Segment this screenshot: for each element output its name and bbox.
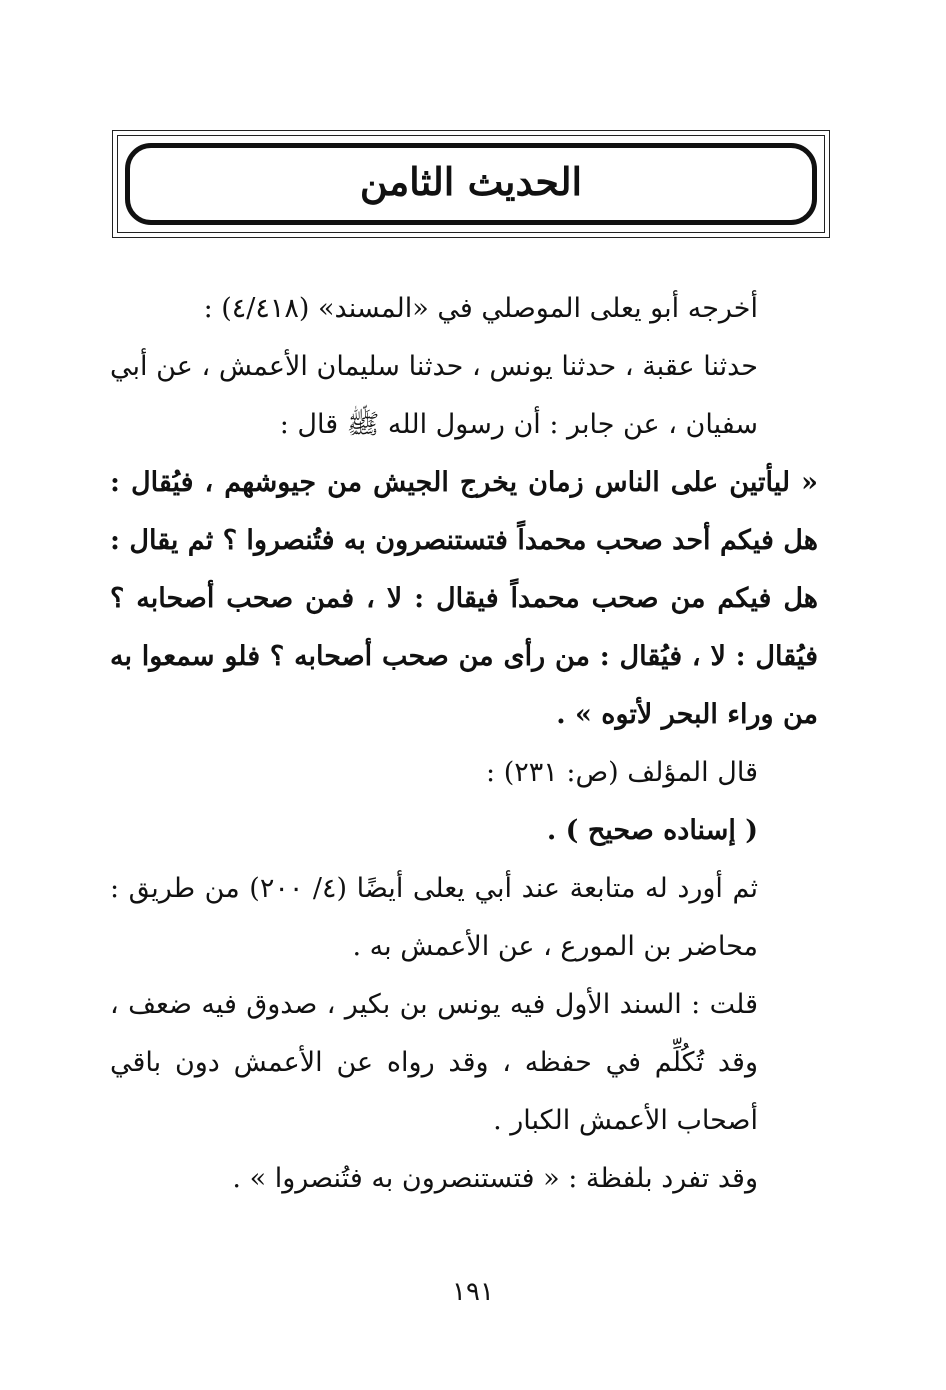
body-text: [110, 280, 818, 1208]
paragraph-isnad: حدثنا عقبة ، حدثنا يونس ، حدثنا سليمان الأعمش ، عن أبي سفيان ، عن جابر : أن رسول الله ﷺ قال :: [110, 351, 758, 440]
paragraph-source: أخرجه أبو يعلى الموصلي في «المسند» (٤/٤١٨) :: [203, 293, 758, 324]
paragraph-critique: قلت : السند الأول فيه يونس بن بكير ، صدوق فيه ضعف ، وقد تُكُلِّم في حفظه ، وقد رواه عن الأعمش دون باقي أصحاب الأعمش الكبار .: [110, 989, 758, 1136]
paragraph-hadith-text: « ليأتين على الناس زمان يخرج الجيش من جيوشهم ، فيُقال : هل فيكم أحد صحب محمداً فتستنصرون به فتُنصروا ؟ ثم يقال : هل فيكم من صحب محمداً فيقال : لا ، فمن صحب أصحابه ؟ فيُقال : لا ، فيُقال : من رأى من صحب أصحابه ؟ فلو سمعوا به من وراء البحر لأتوه » .: [110, 467, 818, 730]
title-box: [125, 143, 817, 225]
chapter-title: الحديث الثامن: [359, 159, 583, 204]
page-number: ١٩١: [452, 1277, 494, 1307]
title-frame: [112, 130, 830, 238]
paragraph-grading: ( إسناده صحيح ) .: [546, 815, 758, 846]
paragraph-mutabaa: ثم أورد له متابعة عند أبي يعلى أيضًا (٤/ ٢٠٠) من طريق : محاضر بن المورع ، عن الأعمش به .: [110, 873, 758, 962]
paragraph-author-note: قال المؤلف (ص: ٢٣١) :: [486, 757, 758, 788]
paragraph-tafarrud: وقد تفرد بلفظة : « فتستنصرون به فتُنصروا » .: [232, 1163, 758, 1194]
